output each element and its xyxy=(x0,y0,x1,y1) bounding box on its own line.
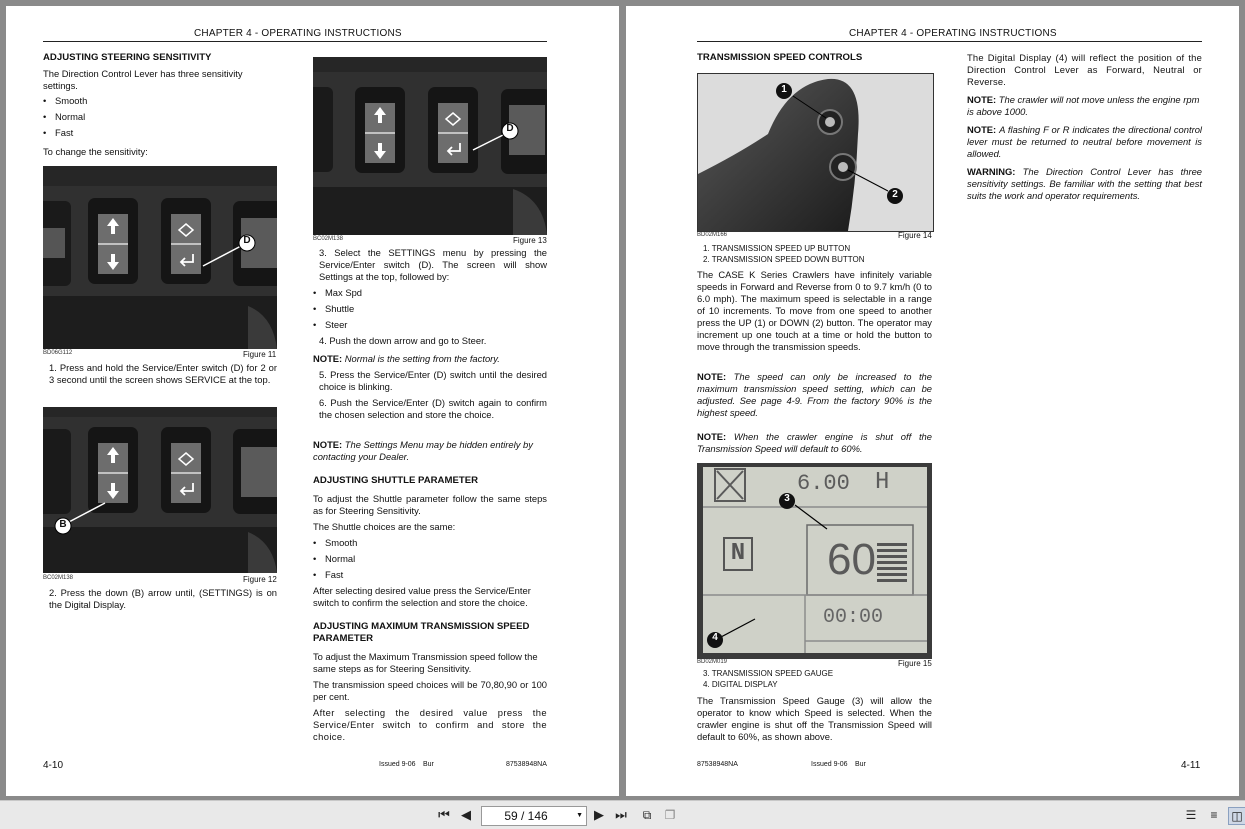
two-page-view-icon[interactable]: ◫ xyxy=(1228,807,1245,825)
page-number-value: 59 / 146 xyxy=(504,809,548,823)
figure-15-display xyxy=(697,463,932,659)
note xyxy=(967,94,1202,118)
figure-code: BC02M138 xyxy=(313,236,344,242)
section-title: ADJUSTING SHUTTLE PARAMETER xyxy=(313,475,479,486)
figure-label: Figure 15 xyxy=(898,659,932,668)
note xyxy=(967,124,1202,160)
figure-code: BD02M166 xyxy=(697,232,728,238)
footer-part-number: 87538948NA xyxy=(506,761,547,768)
note-label: NOTE: xyxy=(313,439,343,450)
figure-label: Figure 12 xyxy=(243,575,277,584)
continuous-view-icon[interactable]: ≡ xyxy=(1210,808,1218,822)
step-text: 6. Push the Service/Enter (D) switch again to confirm the chosen selection and store the choice. xyxy=(319,397,547,420)
step-text: 1. Press and hold the Service/Enter switch (D) for 2 or 3 second until the screen shows SERVICE at the top. xyxy=(49,362,277,385)
chevron-down-icon[interactable]: ▼ xyxy=(576,812,583,819)
paragraph: The Digital Display (4) will reflect the position of the Direction Control Lever as Forward, Neutral or Reverse. xyxy=(967,52,1202,87)
warning xyxy=(967,166,1202,202)
figure-code: BD02M019 xyxy=(697,659,728,665)
figure-14-photo xyxy=(697,73,934,232)
next-page-button[interactable]: ▶ xyxy=(594,807,604,822)
note-text: The Settings Menu may be hidden entirely by contacting your Dealer. xyxy=(313,439,533,462)
step-text: 3. Select the SETTINGS menu by pressing the Service/Enter switch (D). The screen will show Settings at the top, followed by: xyxy=(319,247,547,282)
warning-label: WARNING: xyxy=(967,166,1016,177)
section-title: ADJUSTING MAXIMUM TRANSMISSION SPEED PARAMETER xyxy=(313,621,530,644)
callout-1: 1 xyxy=(781,84,787,95)
footer-issued: Issued 9-06 xyxy=(379,761,416,768)
bullet-item: • Smooth xyxy=(55,95,87,107)
copy-pages-icon[interactable]: ❐ xyxy=(664,808,676,822)
paragraph: After selecting the desired value press the Service/Enter switch to confirm and store the choice. xyxy=(313,707,547,742)
footer-bur: Bur xyxy=(855,761,866,768)
footer-bur: Bur xyxy=(423,761,434,768)
paragraph: The Shuttle choices are the same: xyxy=(313,521,456,532)
note-label: NOTE: xyxy=(313,353,343,364)
note xyxy=(697,431,932,455)
page-number-field[interactable] xyxy=(481,806,587,826)
paragraph: The CASE K Series Crawlers have infinitely variable speeds in Forward and Reverse from 0 to 9.7 km/h (0 to 6.0 mph). The maximum speed is selectable in a range of 10 increments. To move from one speed to another press the UP (1) or DOWN (2) button. The operator may increment up one touch at a time or hold the button to move through the transmission speeds. xyxy=(697,269,932,352)
section-title: ADJUSTING STEERING SENSITIVITY xyxy=(43,52,212,63)
chapter-header: CHAPTER 4 - OPERATING INSTRUCTIONS xyxy=(849,28,1057,39)
note-text: A flashing F or R indicates the directional control lever must be returned to neutral before movement is allowed. xyxy=(967,124,1203,159)
figure-label: Figure 13 xyxy=(513,236,547,245)
right-page xyxy=(626,6,1239,796)
clock-readout: 00:00 xyxy=(823,606,884,629)
bullet-item: • Normal xyxy=(55,111,85,123)
callout-d: D xyxy=(506,123,514,134)
note-label: NOTE: xyxy=(967,124,997,135)
note-text: The crawler will not move unless the engine rpm is above 1000. xyxy=(967,94,1200,117)
footer-part-number: 87538948NA xyxy=(697,761,738,768)
speed-percent: 60 xyxy=(827,535,876,584)
first-page-button[interactable]: ⏮ xyxy=(438,807,450,822)
bullet-item: • Steer xyxy=(325,319,347,331)
viewer-toolbar xyxy=(0,800,1245,829)
legend-item: 4. DIGITAL DISPLAY xyxy=(703,680,778,689)
figure-code: BD06G112 xyxy=(43,350,73,356)
note xyxy=(313,439,547,463)
step-text: 4. Push the down arrow and go to Steer. xyxy=(319,335,487,346)
paragraph: The transmission speed choices will be 70,80,90 or 100 per cent. xyxy=(313,679,547,702)
legend-item: 3. TRANSMISSION SPEED GAUGE xyxy=(703,669,834,678)
callout-d: D xyxy=(243,235,251,246)
callout-4: 4 xyxy=(712,632,718,643)
header-rule xyxy=(697,41,1202,42)
page-layout-icon[interactable]: ⧉ xyxy=(642,808,652,822)
paragraph: To adjust the Shuttle parameter follow the same steps as for Steering Sensitivity. xyxy=(313,493,547,516)
figure-11-photo xyxy=(43,166,277,349)
header-rule xyxy=(43,41,547,42)
note-label: NOTE: xyxy=(697,371,727,382)
legend-item: 2. TRANSMISSION SPEED DOWN BUTTON xyxy=(703,255,865,264)
last-page-button[interactable]: ⏭ xyxy=(615,807,627,822)
callout-2: 2 xyxy=(892,189,898,200)
previous-page-button[interactable]: ◀ xyxy=(461,807,471,822)
paragraph: The Direction Control Lever has three sensitivity settings. xyxy=(43,68,243,91)
figure-label: Figure 11 xyxy=(243,350,277,359)
bullet-item: • Normal xyxy=(325,553,355,565)
paragraph: The Transmission Speed Gauge (3) will allow the operator to know which Speed is selected. When the crawler engine is shut off the Transmission Speed will default to 60%, as shown above. xyxy=(697,695,932,742)
paragraph: After selecting desired value press the Service/Enter switch to confirm the selection and store the choice. xyxy=(313,585,531,608)
callout-3: 3 xyxy=(784,493,790,504)
section-title: TRANSMISSION SPEED CONTROLS xyxy=(697,52,863,63)
chapter-header: CHAPTER 4 - OPERATING INSTRUCTIONS xyxy=(194,28,402,39)
left-page xyxy=(6,6,619,796)
step-text: 2. Press the down (B) arrow until, (SETTINGS) is on the Digital Display. xyxy=(49,587,277,610)
warning-text: The Direction Control Lever has three sensitivity settings. Be familiar with the setting that best suits the work and operator requirements. xyxy=(967,166,1203,201)
note xyxy=(313,353,547,365)
callout-b: B xyxy=(59,519,67,530)
bullet-item: • Fast xyxy=(55,127,73,139)
bullet-item: • Shuttle xyxy=(325,303,354,315)
direction-indicator: N xyxy=(723,537,753,571)
gear-indicator: H xyxy=(875,469,890,496)
speed-readout: 6.00 xyxy=(797,471,850,496)
footer-issued: Issued 9-06 xyxy=(811,761,848,768)
single-page-view-icon[interactable]: ☰ xyxy=(1185,808,1197,822)
note-text: Normal is the setting from the factory. xyxy=(344,353,500,364)
paragraph: To adjust the Maximum Transmission speed follow the same steps as for Steering Sensitivity. xyxy=(313,651,538,674)
figure-label: Figure 14 xyxy=(898,231,932,240)
page-number: 4-11 xyxy=(1181,760,1201,771)
note-label: NOTE: xyxy=(967,94,997,105)
figure-code: BC02M138 xyxy=(43,575,74,581)
figure-13-photo xyxy=(313,57,547,235)
note-text: The speed can only be increased to the maximum transmission speed setting, which can be adjusted. See page 4-9. From the factory 90% is the highest speed. xyxy=(697,371,932,418)
bullet-item: • Fast xyxy=(325,569,343,581)
note-label: NOTE: xyxy=(697,431,727,442)
note xyxy=(697,371,932,419)
step-text: 5. Press the Service/Enter (D) switch until the desired choice is blinking. xyxy=(319,369,547,392)
bullet-item: • Max Spd xyxy=(325,287,362,299)
page-number: 4-10 xyxy=(43,760,64,771)
figure-12-photo xyxy=(43,407,277,573)
paragraph: To change the sensitivity: xyxy=(43,146,148,157)
note-text: When the crawler engine is shut off the Transmission Speed will default to 60%. xyxy=(697,431,932,454)
legend-item: 1. TRANSMISSION SPEED UP BUTTON xyxy=(703,244,851,253)
bullet-item: • Smooth xyxy=(325,537,357,549)
